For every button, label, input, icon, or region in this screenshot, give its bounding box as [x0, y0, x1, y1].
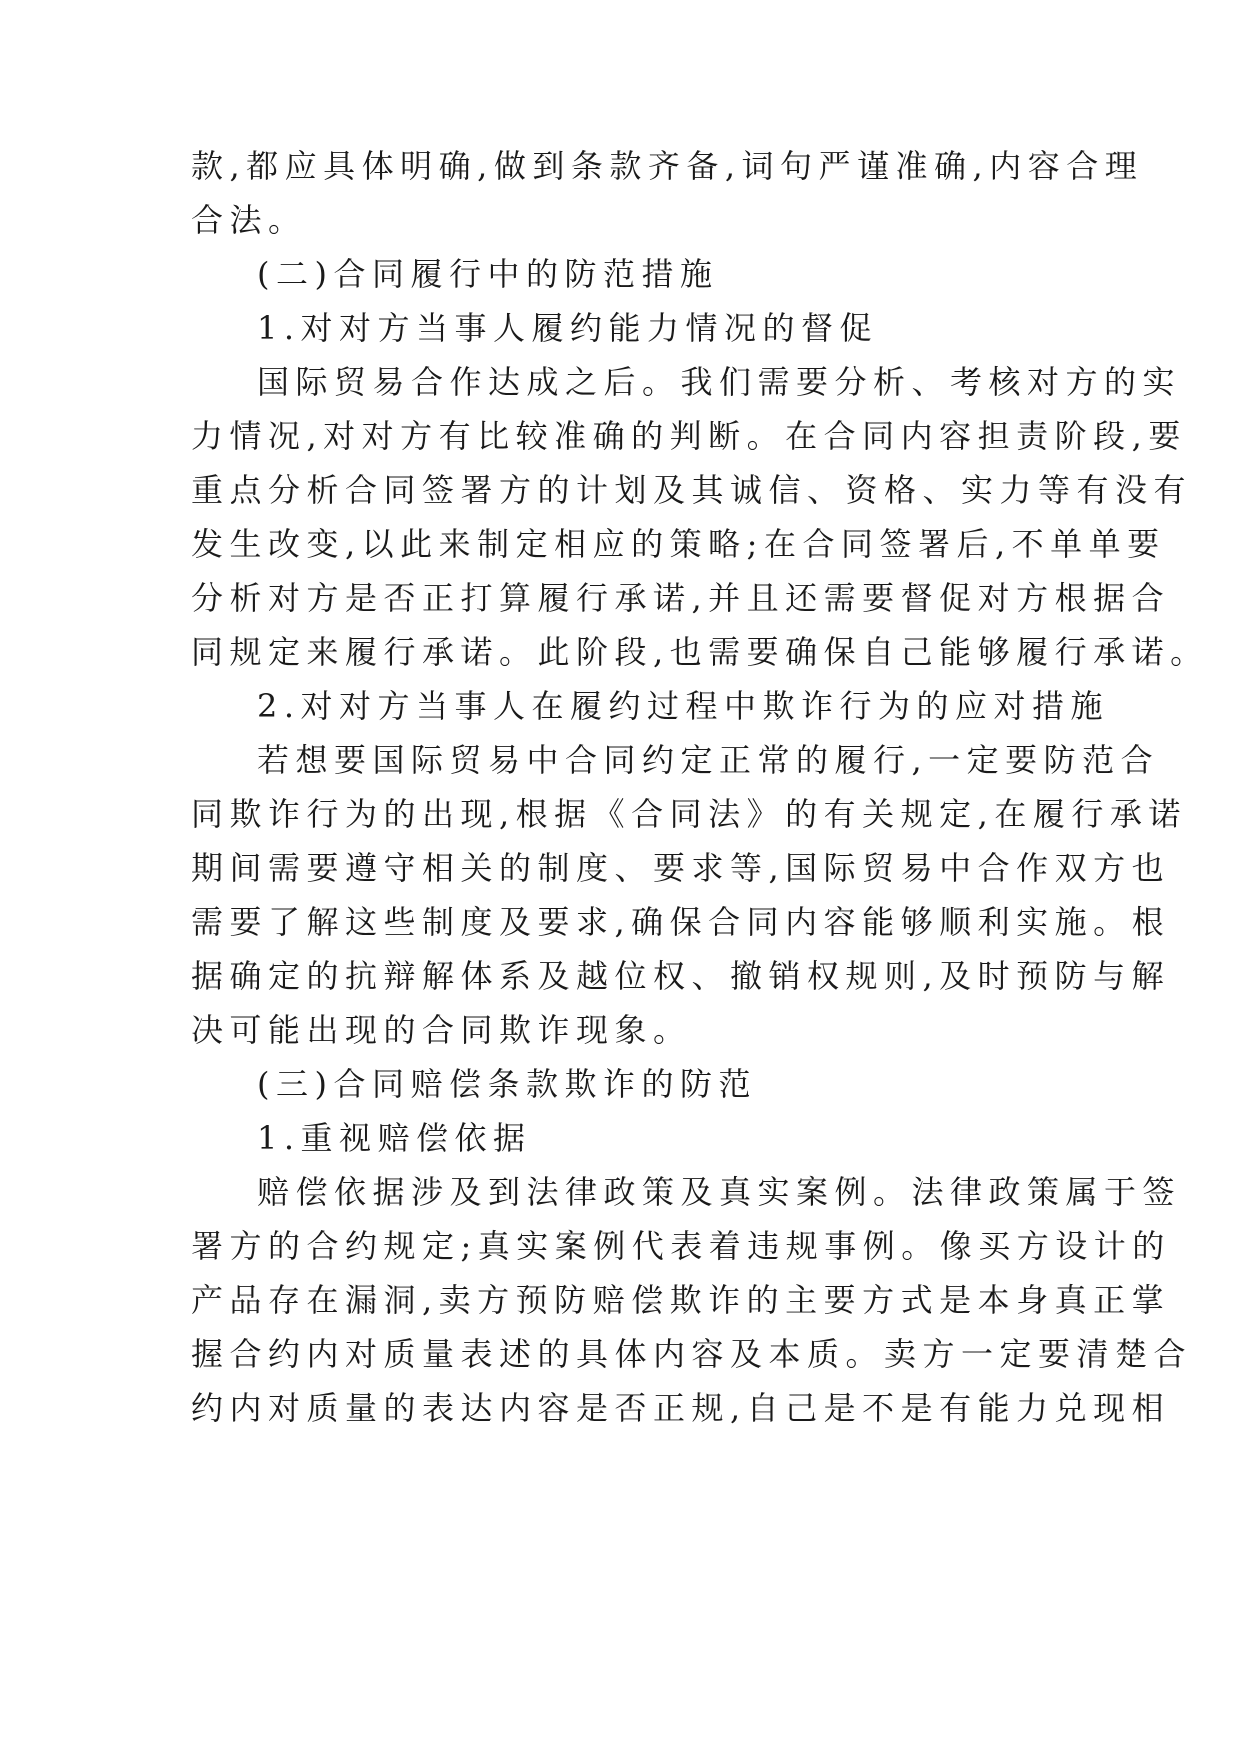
section-heading: (二)合同履行中的防范措施 — [257, 255, 719, 293]
text-line: 约内对质量的表达内容是否正规,自己是不是有能力兑现相 — [191, 1389, 1171, 1427]
text-line: 产品存在漏洞,卖方预防赔偿欺诈的主要方式是本身真正掌 — [191, 1281, 1171, 1319]
text-line: 署方的合约规定;真实案例代表着违规事例。像买方设计的 — [191, 1227, 1171, 1265]
text-line: 据确定的抗辩解体系及越位权、撤销权规则,及时预防与解 — [191, 957, 1171, 995]
text-line: 决可能出现的合同欺诈现象。 — [191, 1011, 692, 1049]
text-line: 力情况,对对方有比较准确的判断。在合同内容担责阶段,要 — [191, 417, 1187, 455]
subsection-heading: 2.对对方当事人在履约过程中欺诈行为的应对措施 — [257, 687, 1110, 725]
text-line: 款,都应具体明确,做到条款齐备,词句严谨准确,内容合理 — [191, 147, 1144, 185]
text-line: 若想要国际贸易中合同约定正常的履行,一定要防范合 — [257, 741, 1160, 779]
text-line: 重点分析合同签署方的计划及其诚信、资格、实力等有没有 — [191, 471, 1193, 509]
subsection-heading: 1.对对方当事人履约能力情况的督促 — [257, 309, 879, 347]
text-line: 国际贸易合作达成之后。我们需要分析、考核对方的实 — [257, 363, 1182, 401]
text-line: 握合约内对质量表述的具体内容及本质。卖方一定要清楚合 — [191, 1335, 1193, 1373]
text-line: 同规定来履行承诺。此阶段,也需要确保自己能够履行承诺。 — [191, 633, 1209, 671]
text-line: 期间需要遵守相关的制度、要求等,国际贸易中合作双方也 — [191, 849, 1171, 887]
subsection-heading: 1.重视赔偿依据 — [257, 1119, 532, 1157]
text-line: 合法。 — [191, 201, 307, 239]
section-heading: (三)合同赔偿条款欺诈的防范 — [257, 1065, 757, 1103]
text-line: 分析对方是否正打算履行承诺,并且还需要督促对方根据合 — [191, 579, 1171, 617]
text-line: 发生改变,以此来制定相应的策略;在合同签署后,不单单要 — [191, 525, 1166, 563]
text-line: 需要了解这些制度及要求,确保合同内容能够顺利实施。根 — [191, 903, 1171, 941]
text-line: 同欺诈行为的出现,根据《合同法》的有关规定,在履行承诺 — [191, 795, 1187, 833]
text-line: 赔偿依据涉及到法律政策及真实案例。法律政策属于签 — [257, 1173, 1182, 1211]
